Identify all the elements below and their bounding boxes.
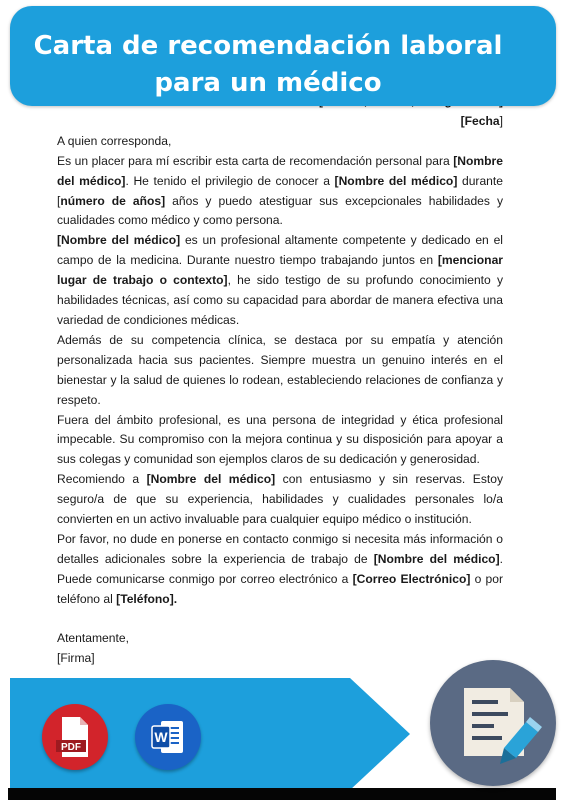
- letter-date: [57, 112, 503, 132]
- p6-text: . Puede comunicarse conmigo por correo electrónico a: [57, 551, 503, 586]
- workplace-placeholder: [mencionar lugar de trabajo o contexto]: [57, 253, 503, 288]
- title-line-1: Carta de recomendación laboral: [33, 31, 503, 61]
- p1-text: Es un placer para mí escribir esta carta de recomendación personal para: [57, 153, 454, 168]
- date-placeholder: [Fecha: [460, 113, 500, 128]
- doctor-name-placeholder: [Nombre del médico]: [146, 472, 276, 487]
- paragraph-5: [57, 470, 503, 530]
- p6-text: o por teléfono al: [57, 571, 503, 606]
- blank-line: [57, 610, 503, 630]
- pdf-label: PDF: [61, 742, 81, 753]
- signature-placeholder: [Firma]: [57, 651, 95, 666]
- p1-text: durante [: [57, 173, 503, 208]
- title-line-2: para un médico: [154, 68, 382, 98]
- doctor-name-placeholder: [Nombre del médico]: [373, 551, 500, 566]
- paragraph-2: [57, 231, 503, 331]
- p1-text: años y puedo atestiguar sus excepcionales habilidades y cualidades como médico y como persona.: [57, 193, 504, 228]
- closing: Atentamente,: [57, 631, 129, 646]
- p5-text: con entusiasmo y sin reservas. Estoy seguro/a de que su experiencia, habilidades y cualidades personales lo/a convierten en un activo invaluable para cualquier equipo médico o institución.: [57, 472, 503, 527]
- pdf-file-icon: [42, 704, 108, 770]
- paragraph-4: Fuera del ámbito profesional, es una persona de integridad y ética profesional impecable. Su compromiso con la mejora continua y su disposición para apoyar a sus colegas y comunidad son ejemplos claros de su dedicación y generosidad.: [57, 412, 503, 467]
- letter-body: [57, 92, 503, 669]
- doctor-name-placeholder: [Nombre del médico]: [57, 153, 503, 188]
- download-pdf-button[interactable]: [42, 704, 108, 770]
- p5-text: Recomiendo a: [57, 472, 147, 487]
- greeting: A quien corresponda,: [57, 133, 172, 148]
- p2-text: , he sido testigo de su profundo conocimiento y habilidades técnicas, así como su capacidad para abordar de manera efectiva una variedad de condiciones médicas.: [57, 273, 503, 327]
- p1-text: . He tenido el privilegio de conocer a: [125, 173, 335, 188]
- paragraph-1: [57, 152, 503, 232]
- paragraph-6: [57, 530, 503, 610]
- download-word-button[interactable]: [135, 704, 201, 770]
- word-letter: W: [154, 729, 168, 745]
- phone-placeholder: [Teléfono].: [116, 591, 178, 606]
- document-edit-icon: [430, 660, 556, 786]
- paragraph-3: Además de su competencia clínica, se destaca por su empatía y atención personalizada hacia sus pacientes. Siempre muestra un genuino interés en el bienestar y la salud de quienes lo rodean, estableciendo relaciones de confianza y respeto.: [57, 332, 503, 407]
- doctor-name-placeholder: [Nombre del médico]: [334, 173, 458, 188]
- page-title: [10, 28, 526, 102]
- title-banner: [10, 6, 556, 106]
- bottom-rule: [8, 788, 556, 800]
- p6-text: Por favor, no dude en ponerse en contacto conmigo si necesita más información o detalles adicionales sobre la experiencia de trabajo de: [57, 531, 503, 566]
- p2-text: es un profesional altamente competente y dedicado en el campo de la medicina. Durante nuestro tiempo trabajando juntos en: [57, 233, 503, 268]
- doctor-name-placeholder: [Nombre del médico]: [57, 233, 181, 248]
- date-bracket: ]: [499, 113, 503, 128]
- word-file-icon: [135, 704, 201, 770]
- years-placeholder: número de años]: [60, 193, 166, 208]
- document-pen-icon: [430, 660, 556, 786]
- email-placeholder: [Correo Electrónico]: [352, 571, 471, 586]
